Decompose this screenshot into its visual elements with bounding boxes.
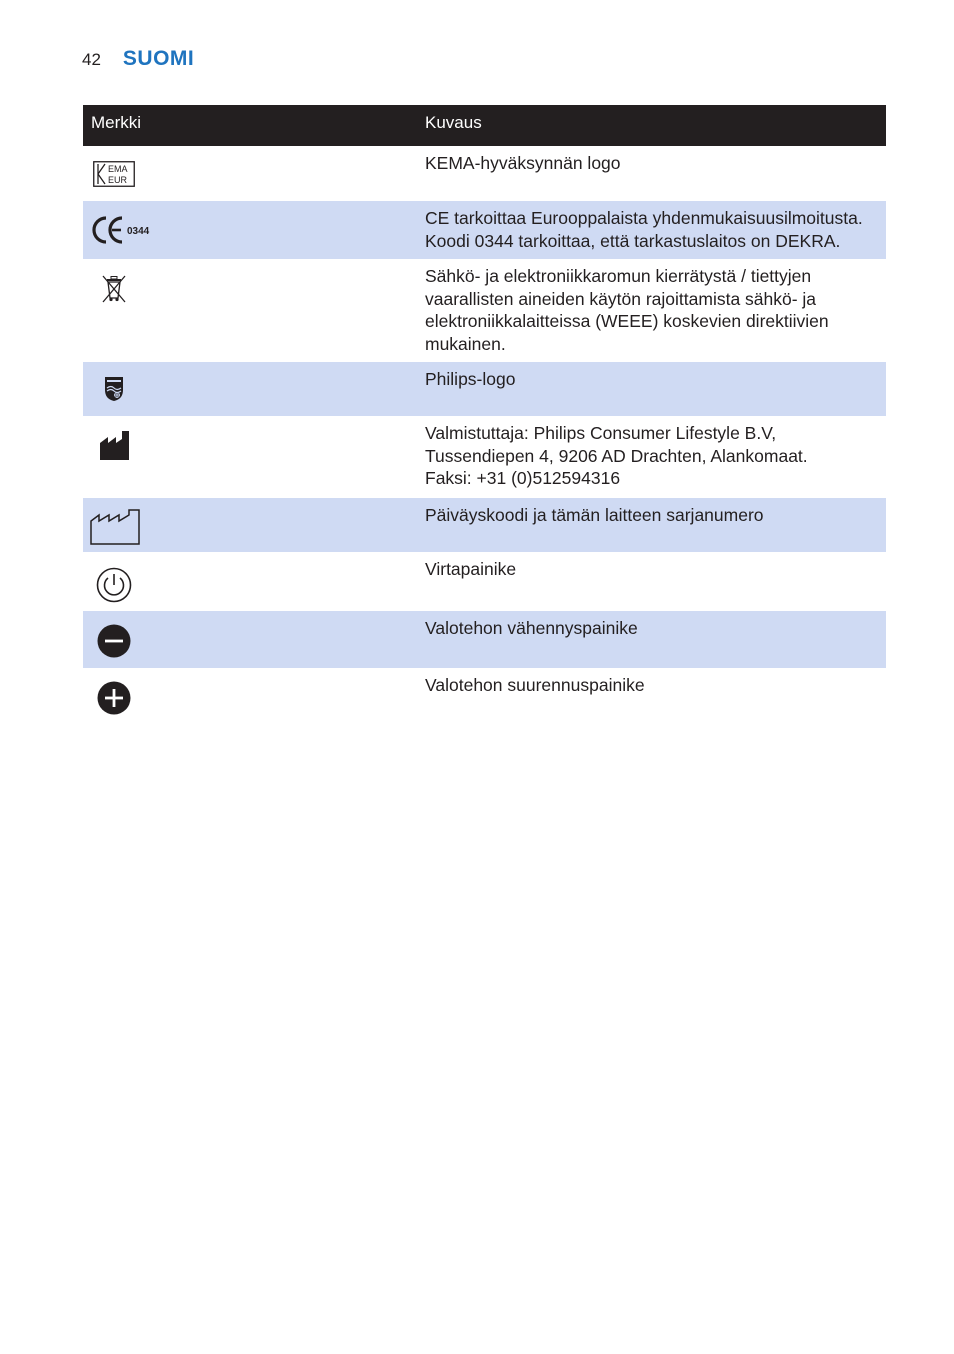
date-of-manufacture-icon [90,507,142,545]
table-row-weee [83,259,886,362]
manufacturer-factory-icon [100,431,130,460]
description-text: KEMA-hyväksynnän logo [425,153,621,173]
table-row-date-code [83,498,886,552]
weee-crossed-bin-icon [100,273,128,303]
minus-circle-icon [97,624,131,658]
kema-keur-icon [93,161,135,187]
description-text: Valotehon suurennuspainike [425,675,645,695]
description-text: Sähkö- ja elektroniikkaromun kierrätystä / tiettyjen [425,266,812,286]
description-text: Valotehon vähennyspainike [425,618,638,638]
description-text: Tussendiepen 4, 9206 AD Drachten, Alankomaat. [425,445,808,466]
description-text: elektroniikkalaitteissa (WEEE) koskevien direktiivien [425,311,829,332]
description-text: vaarallisten aineiden käytön rajoittamista sähkö- ja [425,288,817,309]
description-text: mukainen. [425,333,506,354]
description-text: CE tarkoittaa Eurooppalaista yhdenmukaisuusilmoitusta. [425,208,863,228]
table-row-minus [83,611,886,668]
svg-text:0344: 0344 [127,226,150,237]
table-row-power [83,552,886,611]
page-header [82,47,194,75]
svg-text:EMA: EMA [108,164,128,174]
table-row-kema [83,146,886,201]
power-button-icon [96,567,132,603]
header-symbol: Merkki [91,113,142,132]
symbol-table [83,105,886,725]
table-row-plus [83,668,886,725]
table-row-philips [83,362,886,416]
description-text: Päiväyskoodi ja tämän laitteen sarjanumero [425,505,764,525]
description-text: Virtapainike [425,559,517,579]
description-text: Faksi: +31 (0)512594316 [425,468,621,489]
description-text: Philips-logo [425,369,516,389]
page-number: 42 [82,50,101,69]
header-description: Kuvaus [425,113,482,132]
plus-circle-icon [97,681,131,715]
description-text: Valmistuttaja: Philips Consumer Lifestyle B.V, [425,423,777,443]
table-header [83,105,886,146]
section-title: SUOMI [122,47,195,70]
table-row-manufacturer [83,416,886,498]
description-text: Koodi 0344 tarkoittaa, että tarkastuslaitos on DEKRA. [425,230,841,251]
svg-text:EUR: EUR [108,175,128,185]
philips-shield-icon [103,376,125,402]
table-row-ce [83,201,886,259]
ce-mark-icon [91,215,161,245]
